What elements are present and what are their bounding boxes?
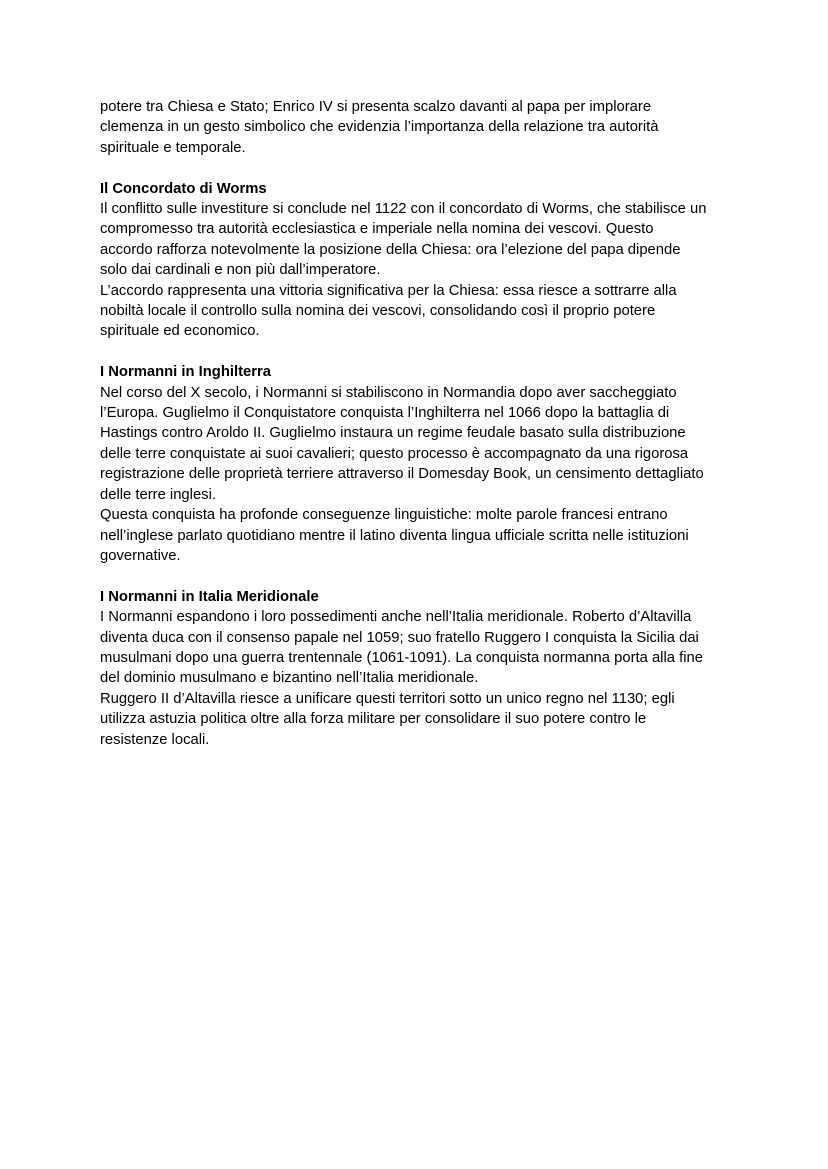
section-normanni-in-inghilterra [100, 362, 740, 566]
text-line: I Normanni espandono i loro possedimenti anche nell’Italia meridionale. Roberto d’Altavilla [100, 609, 692, 626]
text-line: resistenze locali. [100, 731, 210, 748]
section-heading: Il Concordato di Worms [100, 180, 267, 197]
text-line: governative. [100, 547, 181, 564]
section-concordato-di-worms [100, 179, 740, 342]
text-line: del dominio musulmano e bizantino nell’Italia meridionale. [100, 670, 479, 687]
section-heading: I Normanni in Italia Meridionale [100, 588, 319, 605]
paragraph [100, 689, 740, 750]
text-line: compromesso tra autorità ecclesiastica e imperiale nella nomina dei vescovi. Questo [100, 221, 654, 238]
intro-paragraph [100, 97, 740, 158]
text-line: spirituale e temporale. [100, 139, 246, 156]
text-line: L’accordo rappresenta una vittoria significativa per la Chiesa: essa riesce a sottrarre alla [100, 282, 677, 299]
text-line: Questa conquista ha profonde conseguenze linguistiche: molte parole francesi entrano [100, 507, 668, 524]
document-page [100, 97, 740, 750]
text-line: solo dai cardinali e non più dall’imperatore. [100, 262, 381, 279]
text-line: utilizza astuzia politica oltre alla forza militare per consolidare il suo potere contro le [100, 711, 647, 728]
paragraph [100, 281, 740, 342]
text-line: nobiltà locale il controllo sulla nomina dei vescovi, consolidando così il proprio potere [100, 303, 656, 320]
text-line: clemenza in un gesto simbolico che evidenzia l’importanza della relazione tra autorità [100, 119, 659, 136]
section-normanni-in-italia-meridionale [100, 587, 740, 750]
paragraph [100, 607, 740, 689]
paragraph [100, 505, 740, 566]
text-line: Hastings contro Aroldo II. Guglielmo instaura un regime feudale basato sulla distribuzione [100, 425, 686, 442]
text-line: Ruggero II d’Altavilla riesce a unificare questi territori sotto un unico regno nel 1130; egli [100, 690, 675, 707]
text-line: spirituale ed economico. [100, 323, 260, 340]
text-line: Nel corso del X secolo, i Normanni si stabiliscono in Normandia dopo aver saccheggiato [100, 384, 677, 401]
text-line: musulmani dopo una guerra trentennale (1061-1091). La conquista normanna porta alla fine [100, 649, 703, 666]
text-line: delle terre conquistate ai suoi cavalieri; questo processo è accompagnato da una rigorosa [100, 445, 689, 462]
paragraph [100, 199, 740, 281]
paragraph [100, 383, 740, 505]
text-line: diventa duca con il consenso papale nel 1059; suo fratello Ruggero I conquista la Sicilia dai [100, 629, 699, 646]
text-line: nell’inglese parlato quotidiano mentre il latino diventa lingua ufficiale scritta nelle istituzioni [100, 527, 689, 544]
section-heading: I Normanni in Inghilterra [100, 364, 272, 381]
text-line: accordo rafforza notevolmente la posizione della Chiesa: ora l’elezione del papa dipende [100, 241, 681, 258]
text-line: potere tra Chiesa e Stato; Enrico IV si presenta scalzo davanti al papa per implorare [100, 99, 652, 115]
text-line: delle terre inglesi. [100, 486, 216, 503]
text-line: registrazione delle proprietà terriere attraverso il Domesday Book, un censimento dettagliato [100, 466, 704, 483]
text-line: Il conflitto sulle investiture si conclude nel 1122 con il concordato di Worms, che stabilisce un [100, 201, 707, 218]
text-line: l’Europa. Guglielmo il Conquistatore conquista l’Inghilterra nel 1066 dopo la battaglia di [100, 405, 670, 422]
